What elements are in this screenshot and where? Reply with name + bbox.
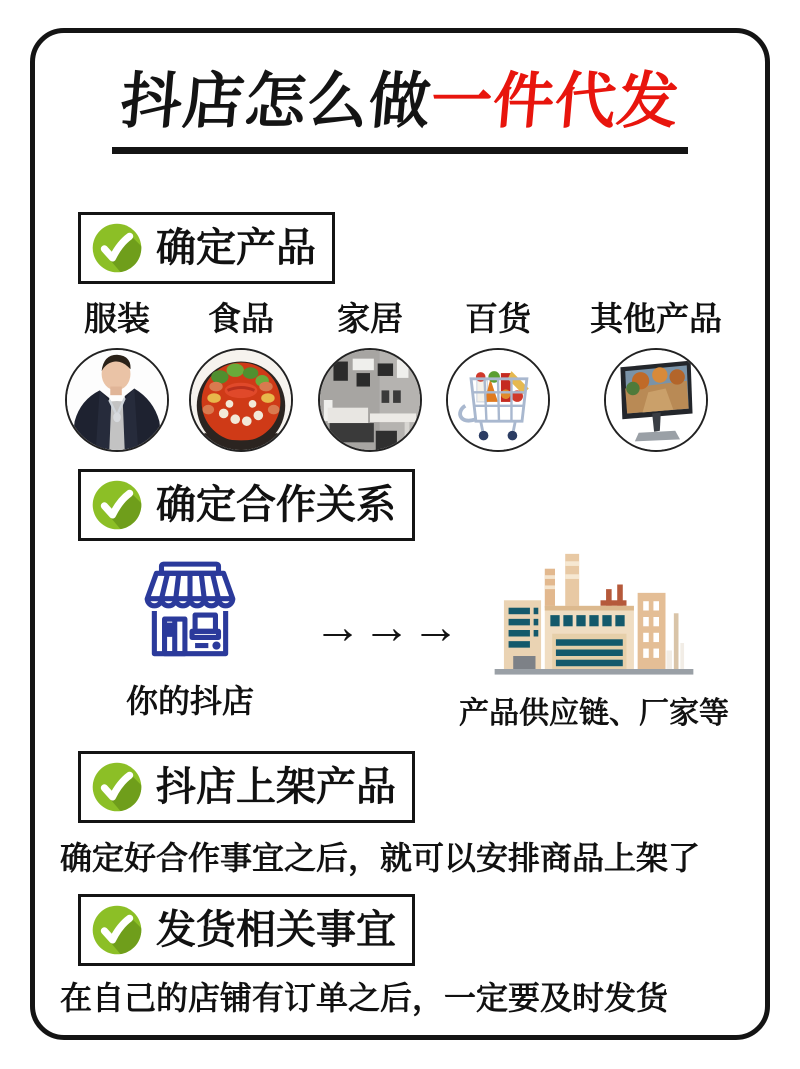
food-photo — [189, 348, 293, 452]
check-icon — [90, 221, 144, 275]
category-clothing — [47, 293, 187, 452]
home-photo — [318, 348, 422, 452]
category-label: 服装 — [84, 300, 150, 337]
title-red-text: 一件代发 — [428, 67, 683, 135]
section-heading: 确定合作关系 — [156, 483, 396, 527]
category-label: 百货 — [465, 300, 531, 337]
section-header-cooperation — [78, 469, 415, 541]
your-store-block — [112, 558, 268, 722]
title-black-text: 抖店怎么做 — [118, 67, 435, 135]
grocery-cart-image — [446, 348, 550, 452]
title-underline — [112, 147, 688, 154]
supplier-block — [438, 552, 750, 732]
section-heading: 确定产品 — [156, 226, 316, 270]
factory-icon — [480, 552, 708, 682]
category-home — [300, 293, 440, 452]
monitor-photo — [604, 348, 708, 452]
category-general-goods — [428, 293, 568, 452]
your-store-label: 你的抖店 — [125, 683, 254, 719]
check-icon — [90, 760, 144, 814]
listing-description: 确定好合作事宜之后，就可以安排商品上架了 — [60, 840, 701, 876]
arrow-icons: →→→ — [313, 601, 461, 654]
supplier-label: 产品供应链、厂家等 — [459, 697, 729, 730]
clothing-photo — [65, 348, 169, 452]
page-title — [0, 68, 800, 135]
section-heading: 发货相关事宜 — [156, 908, 396, 952]
category-other-products — [586, 293, 726, 452]
category-label: 食品 — [208, 300, 274, 337]
section-header-listing — [78, 751, 415, 823]
check-icon — [90, 903, 144, 957]
storefront-icon — [134, 558, 246, 670]
category-food — [171, 293, 311, 452]
check-icon — [90, 478, 144, 532]
section-header-choose-products — [78, 212, 335, 284]
section-heading: 抖店上架产品 — [156, 765, 396, 809]
shipping-description: 在自己的店铺有订单之后，一定要及时发货 — [60, 980, 669, 1016]
category-label: 其他产品 — [590, 300, 722, 337]
section-header-shipping — [78, 894, 415, 966]
category-label: 家居 — [337, 300, 403, 337]
